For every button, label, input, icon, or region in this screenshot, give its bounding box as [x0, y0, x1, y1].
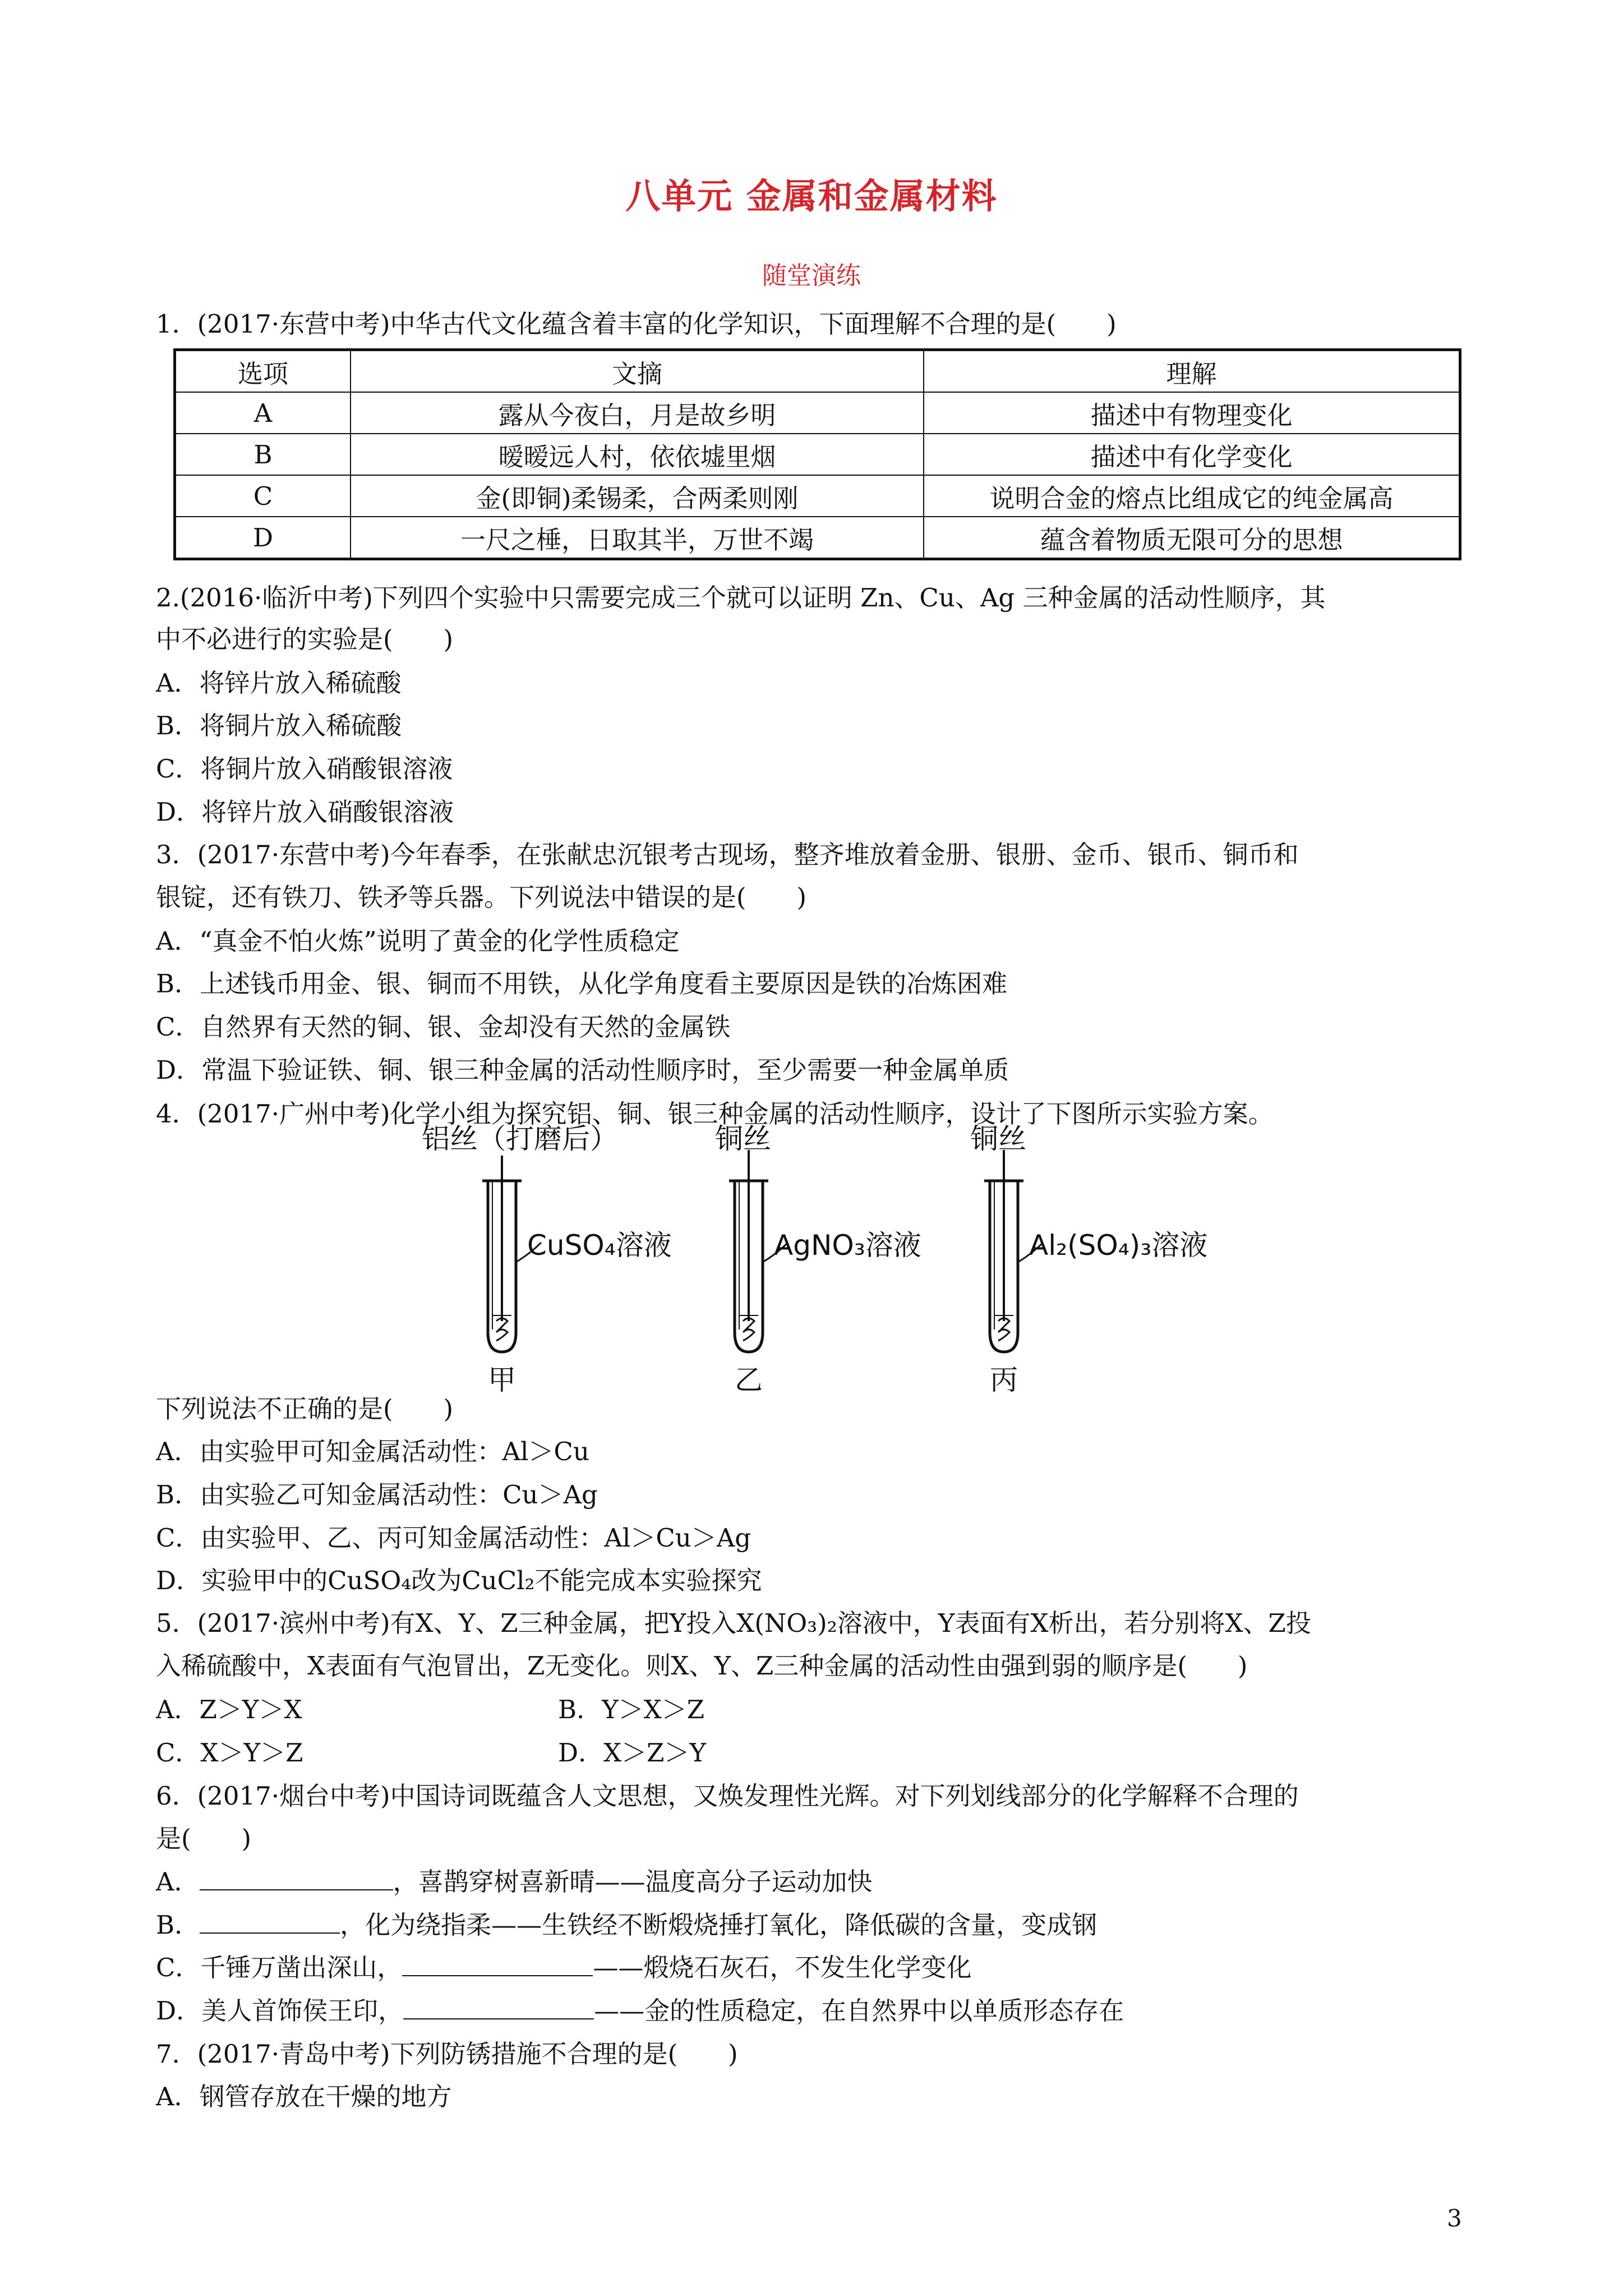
q5-stem-line2: 入稀硫酸中，X表面有气泡冒出，Z无变化。则X、Y、Z三种金属的活动性由强到弱的顺序是( ) — [156, 1651, 1248, 1681]
q4-option-a: A．由实验甲可知金属活动性：Al＞Cu — [156, 1437, 589, 1466]
q4-stem: 4．(2017·广州中考)化学小组为探究铝、铜、银三种金属的活动性顺序，设计了下图所示实验方案。 — [156, 1099, 1274, 1129]
q6-stem-line1: 6．(2017·烟台中考)中国诗词既蕴含人文思想，又焕发理性光辉。对下列划线部分的化学解释不合理的 — [156, 1781, 1299, 1811]
table-cell: 一尺之棰，日取其半，万世不竭 — [351, 517, 924, 559]
page-title: 八单元 金属和金属材料 — [625, 176, 998, 217]
option-text: ——金的性质稳定，在自然界中以单质形态存在 — [594, 1996, 1124, 2026]
table-cell: A — [175, 392, 351, 434]
q6-option-c — [156, 1952, 971, 1984]
solution-label-yi: AgNO₃溶液 — [774, 1229, 921, 1262]
tube-label-yi: 乙 — [735, 1364, 763, 1396]
page-number: 3 — [1447, 2205, 1462, 2232]
q2-option-a: A．将锌片放入稀硫酸 — [156, 668, 402, 698]
q3-option-a: A．“真金不怕火炼”说明了黄金的化学性质稳定 — [156, 926, 680, 956]
table-cell: 说明合金的熔点比组成它的纯金属高 — [924, 475, 1460, 517]
tube-label-bing: 丙 — [990, 1364, 1018, 1396]
q5-option-d: D．X＞Z＞Y — [558, 1738, 707, 1768]
q3-stem-line1: 3．(2017·东营中考)今年春季，在张献忠沉银考古现场，整齐堆放着金册、银册、金币、银币、铜币和 — [156, 840, 1299, 869]
q3-option-c: C．自然界有天然的铜、银、金却没有天然的金属铁 — [156, 1012, 731, 1042]
q6-option-b — [156, 1910, 1097, 1941]
q2-stem-line1: 2.(2016·临沂中考)下列四个实验中只需要完成三个就可以证明 Zn、Cu、Ag 三种金属的活动性顺序，其 — [156, 583, 1326, 613]
q4-experiment-figure — [393, 1116, 1262, 1397]
table-cell: B — [175, 434, 351, 475]
q4-option-c: C．由实验甲、乙、丙可知金属活动性：Al＞Cu＞Ag — [156, 1523, 751, 1553]
table-cell: 露从今夜白，月是故乡明 — [351, 392, 924, 434]
answer-blank — [403, 1996, 594, 2019]
q7-stem: 7．(2017·青岛中考)下列防锈措施不合理的是( ) — [156, 2039, 738, 2069]
q6-option-a — [156, 1866, 873, 1898]
section-subtitle: 随堂演练 — [762, 261, 861, 290]
q5-stem-line1: 5．(2017·滨州中考)有X、Y、Z三种金属，把Y投入X(NO₃)₂溶液中，Y表面有X析出，若分别将X、Z投 — [156, 1608, 1311, 1638]
answer-blank — [200, 1910, 340, 1934]
q1-stem: 1．(2017·东营中考)中华古代文化蕴含着丰富的化学知识，下面理解不合理的是( ) — [156, 309, 1117, 339]
table-cell: 金(即铜)柔锡柔，合两柔则刚 — [351, 475, 924, 517]
q1-table — [173, 348, 1461, 560]
q3-stem-line2: 银锭，还有铁刀、铁矛等兵器。下列说法中错误的是( ) — [156, 882, 807, 912]
wire-label-yi: 铜丝 — [715, 1122, 771, 1155]
option-prefix: D．美人首饰侯王印， — [156, 1996, 404, 2026]
solution-label-bing: Al₂(SO₄)₃溶液 — [1029, 1229, 1208, 1262]
table-row — [175, 517, 1460, 559]
q4-question: 下列说法不正确的是( ) — [156, 1394, 454, 1424]
q5-option-c: C．X＞Y＞Z — [156, 1738, 303, 1768]
table-header-row — [175, 350, 1460, 393]
q5-option-b: B．Y＞X＞Z — [558, 1695, 705, 1724]
header-excerpt: 文摘 — [351, 350, 924, 393]
q2-option-c: C．将铜片放入硝酸银溶液 — [156, 754, 453, 784]
q6-option-d — [156, 1995, 1124, 2027]
option-prefix: B． — [156, 1910, 200, 1940]
q6-stem-line2: 是( ) — [156, 1824, 252, 1853]
solution-label-jia: CuSO₄溶液 — [527, 1229, 672, 1262]
table-row — [175, 475, 1460, 517]
option-text: ——煅烧石灰石，不发生化学变化 — [593, 1953, 972, 1982]
q3-option-b: B．上述钱币用金、银、铜而不用铁，从化学角度看主要原因是铁的冶炼困难 — [156, 969, 1008, 999]
table-cell: 描述中有物理变化 — [924, 392, 1460, 434]
header-interpretation: 理解 — [924, 350, 1460, 393]
q3-option-d: D．常温下验证铁、铜、银三种金属的活动性顺序时，至少需要一种金属单质 — [156, 1055, 1009, 1085]
q5-option-a: A．Z＞Y＞X — [156, 1695, 302, 1724]
option-prefix: A． — [156, 1867, 200, 1897]
table-cell: D — [175, 517, 351, 559]
table-cell: 暧暧远人村，依依墟里烟 — [351, 434, 924, 475]
answer-blank — [402, 1953, 593, 1976]
option-text: ，化为绕指柔——生铁经不断煅烧捶打氧化，降低碳的含量，变成钢 — [340, 1910, 1098, 1940]
table-cell: 蕴含着物质无限可分的思想 — [924, 517, 1460, 559]
q4-option-d: D．实验甲中的CuSO₄改为CuCl₂不能完成本实验探究 — [156, 1566, 762, 1595]
q2-stem-line2: 中不必进行的实验是( ) — [156, 624, 454, 654]
tube-label-jia: 甲 — [488, 1364, 516, 1396]
table-cell: 描述中有化学变化 — [924, 434, 1460, 475]
q2-option-d: D．将锌片放入硝酸银溶液 — [156, 797, 454, 827]
option-text: ，喜鹊穿树喜新晴——温度高分子运动加快 — [393, 1867, 873, 1897]
table-row — [175, 434, 1460, 475]
table-row — [175, 392, 1460, 434]
wire-label-jia: 铝丝（打磨后） — [422, 1122, 618, 1155]
q7-option-a: A．钢管存放在干燥的地方 — [156, 2082, 452, 2111]
wire-label-bing: 铜丝 — [970, 1122, 1026, 1155]
header-option: 选项 — [175, 350, 351, 393]
table-cell: C — [175, 475, 351, 517]
q4-option-b: B．由实验乙可知金属活动性：Cu＞Ag — [156, 1480, 598, 1510]
answer-blank — [200, 1867, 393, 1890]
option-prefix: C．千锤万凿出深山， — [156, 1953, 403, 1982]
q2-option-b: B．将铜片放入稀硫酸 — [156, 711, 402, 740]
